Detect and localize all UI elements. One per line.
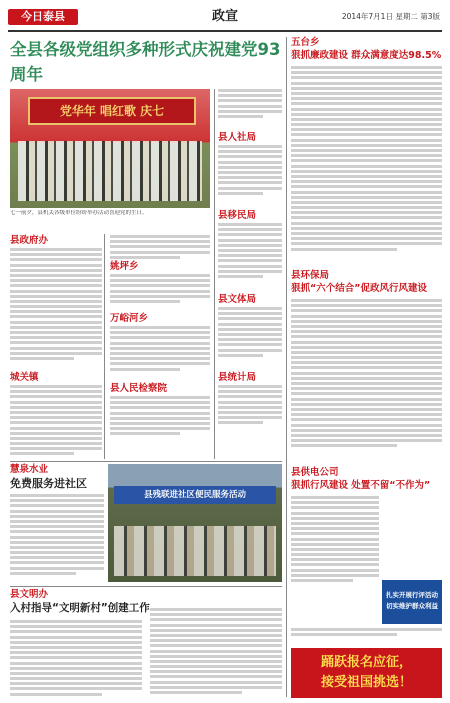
headline-text: 全县各级党组织多种形式庆祝建党93周年 — [10, 40, 281, 84]
brief-title-9: 县统计局 — [218, 372, 257, 383]
bottom-body-col-2 — [150, 608, 282, 698]
brief-title-5: 县人民检察院 — [110, 383, 168, 394]
brief-body-3 — [110, 274, 210, 310]
lower-left-section: 慧泉水业 — [10, 464, 49, 475]
promo-rating-line-2: 切实维护群众利益 — [386, 602, 438, 610]
masthead-rule — [8, 30, 442, 32]
brief-body-lead — [218, 89, 282, 129]
promo-enlist-line-2: 接受祖国挑选！ — [320, 675, 412, 690]
brief-title-4: 万峪河乡 — [110, 313, 149, 324]
brief-body-2 — [10, 385, 102, 465]
brief-body-6 — [218, 145, 282, 207]
promo-box-enlist — [291, 648, 442, 698]
event-tables — [114, 526, 276, 576]
brief-body-1 — [10, 248, 102, 368]
event-photo — [108, 464, 282, 582]
brief-body-intro — [110, 235, 210, 259]
lead-photo — [10, 89, 210, 208]
brief-body-7 — [218, 223, 282, 291]
section-name: 政宣 — [211, 9, 238, 24]
brief-title-6: 县人社局 — [218, 132, 257, 143]
masthead-logo — [8, 9, 78, 25]
event-sign — [114, 486, 276, 504]
right-article-1-title: 狠抓廉政建设 群众满意度达98.5% — [291, 50, 442, 61]
promo-rating-line-1: 扎实开展行评活动 — [386, 591, 438, 599]
right-article-2-body — [291, 299, 442, 459]
brief-title-1: 县政府办 — [10, 235, 49, 246]
bottom-section: 县文明办 — [10, 589, 49, 600]
brief-body-9 — [218, 385, 282, 435]
bottom-title: 入村指导“文明新村”创建工作 — [10, 602, 150, 614]
right-article-3-title: 狠抓行风建设 处置不留“不作为” — [291, 480, 431, 491]
stage-banner-text: 党华年 唱红歌 庆七 — [59, 104, 165, 118]
date-issue: 2014年7月1日 星期二 第3版 — [341, 12, 440, 21]
people-row — [18, 141, 202, 201]
right-article-1-body — [291, 66, 442, 262]
promo-box-rating — [382, 580, 442, 624]
brief-title-3: 姚坪乡 — [110, 261, 139, 272]
brief-body-4 — [110, 326, 210, 380]
brief-body-5 — [110, 396, 210, 444]
event-sign-text: 县残联进社区便民服务活动 — [143, 490, 246, 500]
promo-enlist-line-1: 踊跃报名应征， — [320, 655, 412, 670]
right-section-1: 五台乡 — [291, 37, 320, 48]
brief-title-2: 城关镇 — [10, 372, 39, 383]
right-section-2: 县环保局 — [291, 270, 330, 281]
masthead-logo-text: 今日泰县 — [21, 10, 65, 23]
brief-title-8: 县文体局 — [218, 294, 257, 305]
lower-left-body — [10, 494, 104, 584]
right-article-3-body-tail — [291, 628, 442, 642]
photo-caption: 七一前夕，县机关各级单位纷纷举办活动喜迎党的生日。 — [10, 210, 148, 216]
stage-banner — [28, 97, 196, 125]
right-article-2-title: 狠抓“六个结合”促政风行风建设 — [291, 283, 427, 294]
right-section-3: 县供电公司 — [291, 467, 339, 478]
lower-left-title: 免费服务进社区 — [10, 477, 87, 490]
headline-banner — [10, 37, 282, 87]
brief-body-8 — [218, 307, 282, 369]
bottom-body-col-1 — [10, 620, 142, 698]
right-article-3-body — [291, 496, 379, 586]
brief-title-7: 县移民局 — [218, 210, 257, 221]
